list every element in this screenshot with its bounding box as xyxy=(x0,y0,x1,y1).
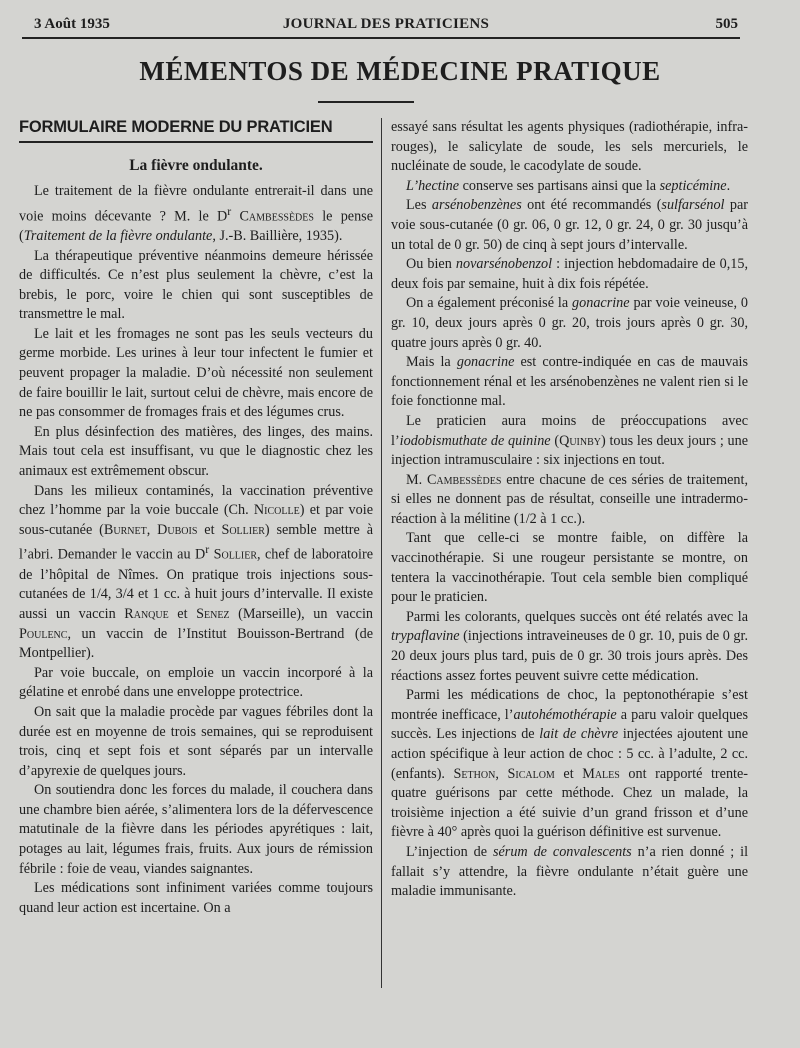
header-journal-name: JOURNAL DES PRATICIENS xyxy=(282,16,490,32)
paragraph: Mais la gonacrine est contre-indiquée en cas de mauvais fonctionnement rénal et les arsénobenzènes ne valent rien si le foie fonctionne mal. xyxy=(391,354,748,410)
paragraph: L’injection de sérum de convalescents n’a rien donné ; il fallait s’y attendre, la fièvre ondulante n’était guère une maladie immunisante. xyxy=(391,843,749,900)
paragraph: Dans les milieux contaminés, la vaccination préventive chez l’homme par la voie buccale (Ch. Nicolle) et par voie sous-cutanée (Burnet, Dubois et Sollier) semble mettre à l’abri. Demander le vaccin au $D^r$ Sollier, chef de laboratoire de l’hôpital de Nîmes. On pratique trois injections sous-cutanées de 1/4, 3/4 et 1 cc. à huit jours d’intervalle. Il existe aussi un vaccin Ranque et Senez (Marseille), un vaccin Poulenc, un vaccin de l’Institut Bouisson-Bertrand (de Montpellier). xyxy=(19,482,373,662)
paragraph: La thérapeutique préventive néanmoins demeure hérissée de difficultés. Ce n’est plus seulement la chèvre, c’est la brebis, le porc, voire le chien qui sont susceptibles de transmettre le mal. xyxy=(19,247,373,323)
article-subtitle: La fièvre ondulante. xyxy=(129,157,263,174)
paragraph: On a également préconisé la gonacrine par voie veineuse, 0 gr. 10, deux jours après 0 gr. 20, trois jours après 0 gr. 30, quatre jours après 0 gr. 40. xyxy=(391,295,749,351)
running-header xyxy=(34,16,738,36)
left-column xyxy=(19,118,373,918)
paragraph: En plus désinfection des matières, des linges, des mains. Mais tout cela est insuffisant, vu que le diagnostic chez les animaux est extrêmement obscur. xyxy=(19,423,373,480)
paragraph: Ou bien novarsénobenzol : injection hebdomadaire de 0,15, deux fois par semaine, huit à dix fois répétée. xyxy=(391,256,748,292)
paragraph: On sait que la maladie procède par vagues fébriles dont la durée est en moyenne de trois semaines, qui se reproduisent trois, cinq et sept fois et sont séparés par un intervalle d’apyrexie de quelques jours. xyxy=(19,703,373,779)
paragraph: Le lait et les fromages ne sont pas les seuls vecteurs du germe morbide. Les urines à leur tour infectent le fumier et peuvent propager la maladie. D’où nécessité non seulement de faire bouillir le lait, surtout celui de chèvre, mais encore de ne pas consommer de fromages frais et des légumes crus. xyxy=(19,325,373,421)
paragraph: Parmi les médications de choc, la peptonothérapie s’est montrée inefficace, l’autohémothérapie a paru valoir quelques succès. Les injections de lait de chèvre injectées ajoutent une action spécifique à leur action de choc : 5 cc. à l’adulte, 2 cc. (enfants). Sethon, Sicalom et Males ont rapporté trente-quatre guérisons par cette méthode. Chez un malade, la troisième injection a été suivie d’un grand frisson et d’une fièvre à 40° après quoi la guérison définitive est survenue. xyxy=(391,687,749,841)
paragraph: Les médications sont infiniment variées comme toujours quand leur action est incertaine. On a xyxy=(19,880,373,916)
paragraph: Tant que celle-ci se montre faible, on diffère la vaccinothérapie. Si une rougeur persistante se montre, on tentera la vaccinothérapie. Tout cela semble bien compliqué pour le praticien. xyxy=(391,530,748,606)
paragraph: Les arsénobenzènes ont été recommandés (sulfarsénol par voie sous-cutanée (0 gr. 06, 0 gr. 12, 0 gr. 24, 0 gr. 30 jusqu’à un total de 0 gr. 50) de cinq à sept jours d’intervalle. xyxy=(391,197,748,253)
header-page-number: 505 xyxy=(715,16,738,32)
paragraph: Par voie buccale, on emploie un vaccin incorporé à la gélatine et enrobé dans une enveloppe protectrice. xyxy=(19,664,373,701)
page-title: MÉMENTOS DE MÉDECINE PRATIQUE xyxy=(139,56,661,86)
header-date: 3 Août 1935 xyxy=(34,16,110,32)
paragraph: L’hectine conserve ses partisans ainsi que la septicémine. xyxy=(406,177,731,194)
paragraph: M. Cambessèdes entre chacune de ces séries de traitement, si elles ne donnent pas de résultat, conseille une intradermo-réaction à la mélitine (1/2 à 1 cc.). xyxy=(391,471,748,527)
paragraph: Le praticien aura moins de préoccupations avec l’iodobismuthate de quinine (Quinby) tous les deux jours ; une injection intramusculaire : six injections en tout. xyxy=(391,412,749,469)
paragraph: essayé sans résultat les agents physiques (radiothérapie, infra-rouges), le salicylate de soude, les sels mercuriels, le nucléinate de soude, le cacodylate de soude. xyxy=(391,119,748,175)
paragraph: Parmi les colorants, quelques succès ont été relatés avec la trypaflavine (injections intraveineuses de 0 gr. 10, puis de 0 gr. 20 deux jours plus tard, puis de 0 gr. 30 trois jours après. Des réactions assez fortes peuvent suivre cette médication. xyxy=(391,608,748,684)
header-rule xyxy=(22,37,740,39)
paragraph: On soutiendra donc les forces du malade, il couchera dans une chambre bien aérée, s’alimentera lors de la défervescence matutinale de la fièvre dans les périodes apyrétiques : lait, potages au lait, légumes frais, fruits. Aux jours de rémission fébrile : foie de veau, viandes saignantes. xyxy=(19,782,373,877)
section-title: FORMULAIRE MODERNE DU PRATICIEN xyxy=(19,118,373,143)
column-divider xyxy=(381,118,382,988)
paragraph: Le traitement de la fièvre ondulante entrerait-il dans une voie moins décevante ? M. le $D^r$ Cambessèdes le pense (Traitement de la fièvre ondulante, J.-B. Baillière, 1935). xyxy=(19,183,373,244)
title-rule xyxy=(318,101,414,103)
right-column xyxy=(391,118,748,902)
